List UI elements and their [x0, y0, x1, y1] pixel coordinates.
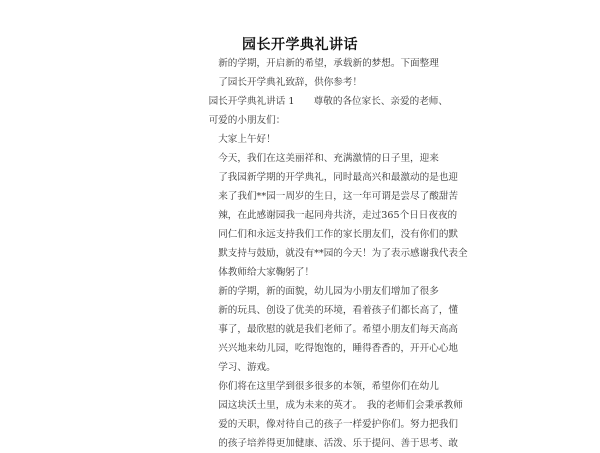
paragraph-line: 你们将在这里学到很多很多的本领，希望你们在幼儿 [218, 381, 439, 392]
paragraph-line: 今天，我们在这美丽祥和、充满激情的日子里，迎来 [218, 153, 439, 164]
paragraph-line: 学习、游戏。 [218, 362, 276, 373]
greeting: 大家上午好！ [218, 134, 276, 145]
paragraph-line: 新的学期，新的面貌，幼儿园为小朋友们增加了很多 [218, 286, 439, 297]
paragraph-line: 同仁们和永远支持我们工作的家长朋友们，没有你们的默 [218, 229, 459, 240]
paragraph-line: 的孩子培养得更加健康、活泼、乐于提问、善于思考、敢 [218, 438, 459, 449]
paragraph-line: 爱的天职，像对待自己的孩子一样爱护你们。努力把我们 [218, 419, 459, 430]
paragraph-line: 新的玩具、创设了优美的环境，看着孩子们都长高了，懂 [218, 305, 459, 316]
paragraph-3 [199, 377, 463, 453]
paragraph-line: 体教师给大家鞠躬了！ [218, 267, 315, 278]
paragraph-line: 园这块沃土里，成为未来的英才。 我的老师们会秉承教师 [218, 400, 463, 411]
toc-paragraph [199, 92, 448, 130]
paragraph-line: 事了，最欣慰的就是我们老师了。希望小朋友们每天高高 [218, 324, 459, 335]
paragraph-2 [199, 282, 459, 377]
intro-line-2: 了园长开学典礼致辞，供你参考！ [218, 77, 363, 88]
paragraph-line: 辣，在此感谢园我一起同舟共济，走过365个日日夜夜的 [218, 210, 458, 221]
toc-line-1: 园长开学典礼讲话 1 尊敬的各位家长、亲爱的老师、 [208, 96, 448, 107]
paragraph-line: 了我园新学期的开学典礼，同时最高兴和最激动的是也迎 [218, 172, 459, 183]
intro-paragraph [199, 54, 439, 92]
paragraph-line: 默支持与鼓励，就没有**园的今天！为了表示感谢我代表全 [218, 248, 468, 259]
toc-line-2: 可爱的小朋友们： [208, 115, 286, 126]
paragraph-1 [199, 149, 468, 282]
paragraph-line: 来了我们**园一周岁的生日，这一年可谓是尝尽了酸甜苦 [218, 191, 459, 202]
paragraph-line: 兴兴地来幼儿园，吃得饱饱的，睡得香香的，开开心心地 [218, 343, 459, 354]
document-title: 园长开学典礼讲话 [242, 37, 358, 53]
intro-line-1: 新的学期，开启新的希望，承载新的梦想。下面整理 [218, 58, 439, 69]
document-body [199, 54, 468, 453]
